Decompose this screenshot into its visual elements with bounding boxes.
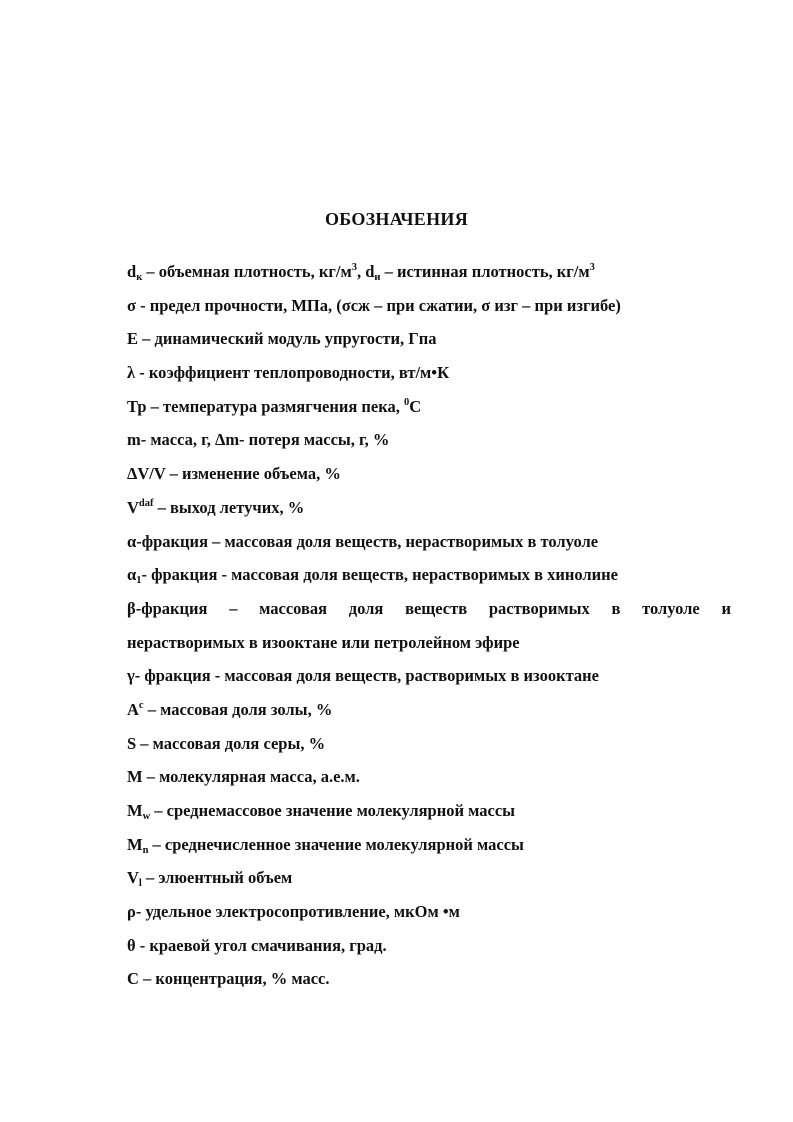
notation-beta-fraction-cont: нерастворимых в изооктане или петролейном эфире [127,632,520,652]
notation-gamma-fraction: γ- фракция - массовая доля веществ, растворимых в изооктане [127,666,599,686]
notation-alpha1-fraction [127,562,731,596]
notation-alpha-fraction: α-фракция – массовая доля веществ, нерастворимых в толуоле [127,531,599,551]
text: M [127,834,143,854]
word: β-фракция [127,598,208,618]
text: V [127,868,139,888]
superscript: 3 [589,262,595,273]
subscript-i: и [374,272,381,283]
notation-concentration: С – концентрация, % масс. [127,969,330,989]
subscript: 1 [136,575,142,587]
word: – [229,598,238,618]
text: M [127,801,143,820]
text: – выход летучих, % [153,497,305,517]
word: доля [348,598,384,618]
subscript: l [138,878,142,890]
notation-strength: σ - предел прочности, МПа, (σсж – при сжатии, σ изг – при изгибе) [127,295,621,315]
word: и [721,598,731,618]
superscript: 0 [404,396,410,408]
text: С [409,396,422,416]
word: растворимых [488,598,590,618]
notation-contact-angle: θ - краевой угол смачивания, град. [127,935,387,955]
notation-volatiles [127,495,731,529]
text: α [127,565,137,585]
text: – объемная плотность, кг/м [142,262,352,281]
word: в [611,598,621,618]
subscript-k: к [136,272,143,283]
notation-mn [127,832,731,866]
notation-volume-change: ΔV/V – изменение объема, % [127,464,341,484]
superscript: с [138,699,144,711]
text: V [127,497,139,517]
text: – среднемассовое значение молекулярной массы [150,801,516,820]
text: А [127,699,139,719]
notation-list [127,259,731,1000]
notation-molecular-mass: М – молекулярная масса, а.е.м. [127,767,360,787]
word: толуоле [642,598,700,618]
notation-conductivity: λ - коэффициент теплопроводности, вт/м•К [127,363,450,383]
word: веществ [405,598,468,618]
notation-modulus: Е – динамический модуль упругости, Гпа [127,329,437,349]
subscript: w [142,811,151,822]
superscript: 3 [351,262,357,273]
notation-softening-temp [127,394,731,428]
text: – среднечисленное значение молекулярной массы [148,834,524,854]
notation-ash [127,697,731,731]
notation-beta-fraction [127,596,731,630]
notation-mw [127,798,731,832]
word: массовая [259,598,328,618]
text: – истинная плотность, кг/м [380,262,590,281]
notation-resistivity: ρ- удельное электросопротивление, мкОм •м [127,902,460,922]
symbol-d: d [127,262,137,281]
notation-eluent-volume [127,865,731,899]
notation-density [127,259,731,293]
superscript: daf [138,497,154,509]
subscript: n [142,844,149,856]
text: - фракция - массовая доля веществ, нерастворимых в хинолине [141,565,619,585]
text: , d [356,262,375,281]
page-title: ОБОЗНАЧЕНИЯ [324,209,469,229]
text: Тр – температура размягчения пека, [127,396,405,416]
text: – массовая доля золы, % [143,699,333,719]
text: – элюентный объем [141,868,293,888]
notation-mass: m- масса, г, Δm- потеря массы, г, % [127,430,390,450]
notation-sulfur: S – массовая доля серы, % [127,733,326,753]
